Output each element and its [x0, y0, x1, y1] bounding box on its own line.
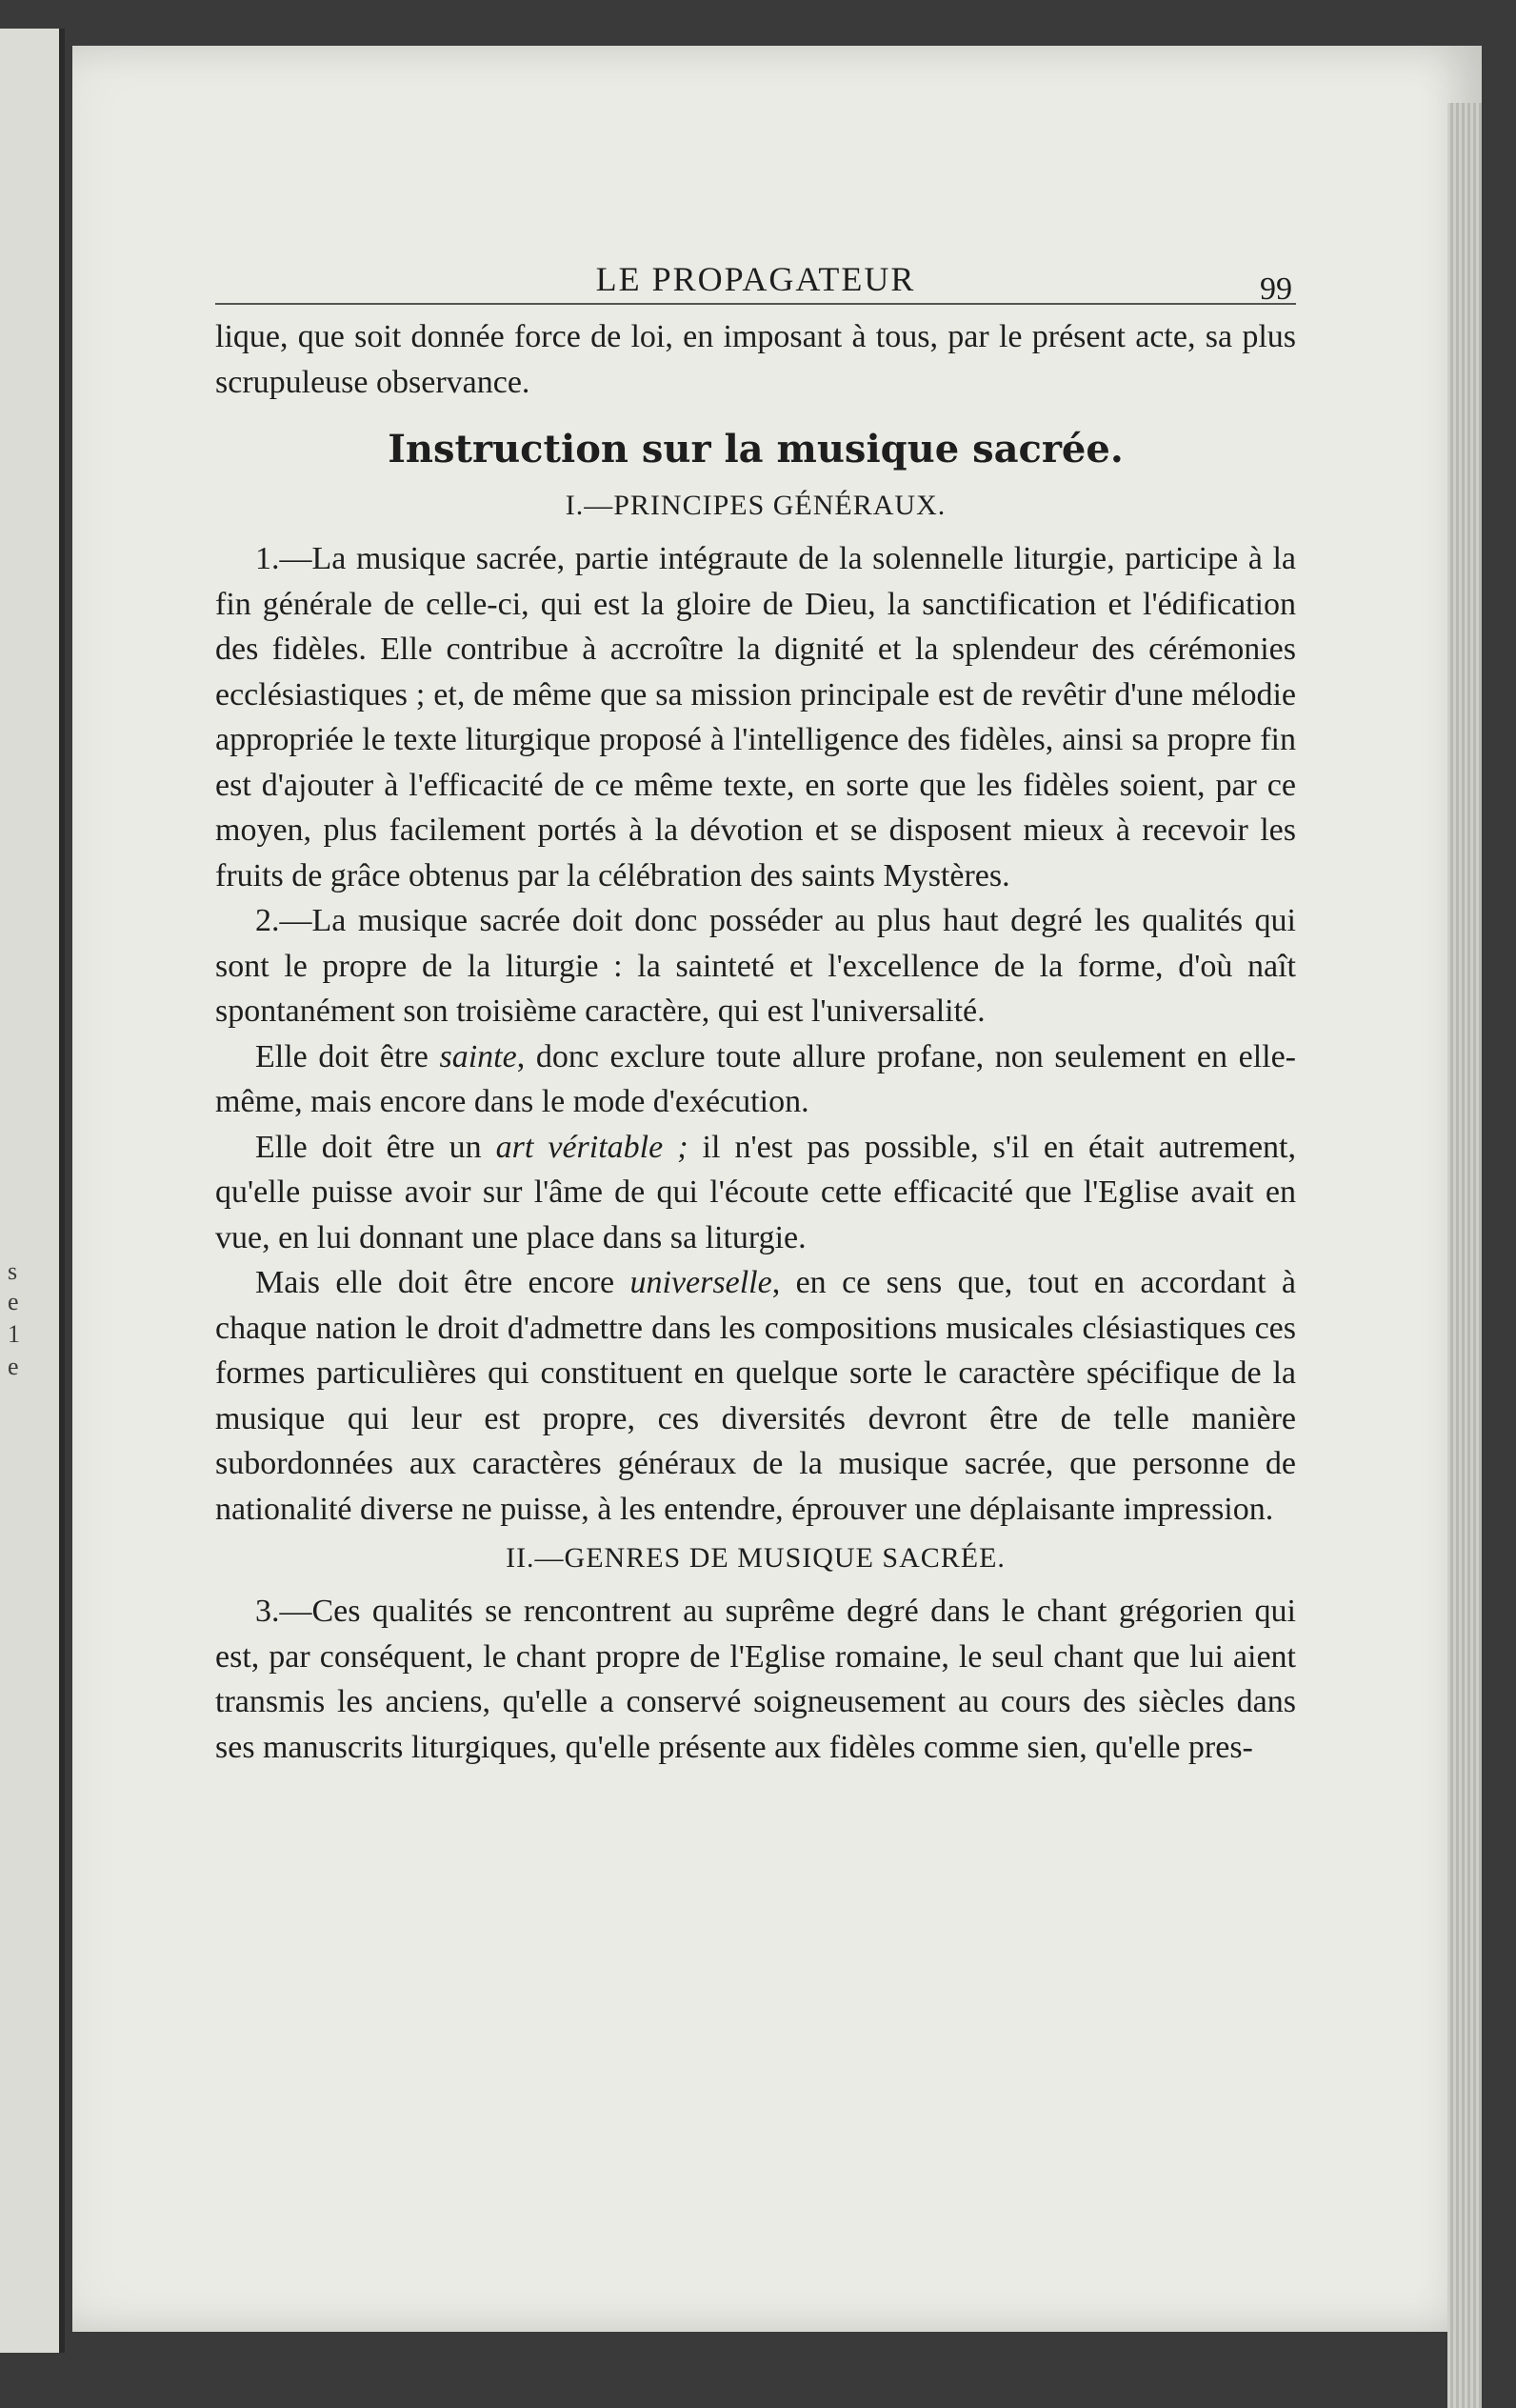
left-page-edge [0, 29, 65, 2353]
italic-term: art véritable ; [495, 1129, 688, 1165]
paragraph-text: Elle doit être un [255, 1129, 496, 1165]
italic-term: sainte [439, 1038, 517, 1074]
paragraph-1: 1.—La musique sacrée, partie intégraute de la solennelle liturgie, participe à la fin générale de celle-ci, qui est la gloire de Dieu, la sanctification et l'édification des fidèles. Elle contribue à accroître la dignité et la splendeur des cérémonies ecclésiastiques ; et, de même que sa mission principale est de revêtir d'une mélodie appropriée le texte liturgique proposé à l'intelligence des fidèles, ainsi sa propre fin est d'ajouter à l'efficacité de ce même texte, en sorte que les fidèles soient, par ce moyen, plus facilement portés à la dévotion et se disposent mieux à recevoir les fruits de grâce obtenus par la célébration des saints Mystères. [215, 541, 1296, 893]
section-heading: II.—GENRES DE MUSIQUE SACRÉE. [506, 1542, 1006, 1574]
text-block [215, 208, 1296, 1770]
left-page-fragment: e [8, 1288, 19, 1315]
paragraph-text: il n'est pas possible, s'il en était autrement, qu'elle puisse avoir sur l'âme de qui l'écoute cette efficacité que l'Eglise avait en vue, en lui donnant une place dans sa liturgie. [215, 1129, 1296, 1255]
paragraph-art [215, 1125, 1296, 1261]
paragraph-text: Elle doit être [255, 1038, 440, 1074]
paragraph-3: 3.—Ces qualités se rencontrent au suprême degré dans le chant grégorien qui est, par conséquent, le chant propre de l'Eglise romaine, le seul chant que lui aient transmis les anciens, qu'elle a conservé soigneusement au cours des siècles dans ses manuscrits liturgiques, qu'elle présente aux fidèles comme sien, qu'elle pres- [215, 1594, 1296, 1765]
running-header [215, 208, 1296, 305]
continuation-paragraph: lique, que soit donnée force de loi, en imposant à tous, par le présent acte, sa plus scrupuleuse observance. [215, 319, 1296, 400]
italic-term: universelle [629, 1265, 772, 1300]
page-stack-edge [1447, 103, 1482, 2408]
section-heading: I.—PRINCIPES GÉNÉRAUX. [565, 490, 947, 521]
paragraph-2: 2.—La musique sacrée doit donc posséder au plus haut degré les qualités qui sont le propre de la liturgie : la sainteté et l'excellence de la forme, d'où naît spontanément son troisième caractère, qui est l'universalité. [215, 903, 1296, 1029]
left-page-fragment: 1 [8, 1320, 20, 1348]
left-page-fragment: s [8, 1257, 18, 1285]
running-title: LE PROPAGATEUR [595, 260, 916, 298]
paragraph-text: , donc exclure toute allure profane, non seulement en elle-même, mais encore dans le mode d'exécution. [215, 1038, 1296, 1119]
book-page [72, 46, 1482, 2332]
paragraph-universelle [215, 1260, 1296, 1532]
instruction-title: Instruction sur la musique sacrée. [388, 427, 1124, 472]
left-page-fragment: e [8, 1353, 19, 1380]
page-number: 99 [1260, 271, 1292, 307]
paragraph-sainte [215, 1034, 1296, 1125]
paragraph-text: , en ce sens que, tout en accordant à chaque nation le droit d'admettre dans les compositions musicales clésiastiques ces formes particulières qui constituent en quelque sorte le caractère spécifique de la musique qui leur est propre, ces diversités devront être de telle manière subordonnées aux caractères généraux de la musique sacrée, que personne de nationalité diverse ne puisse, à les entendre, éprouver une déplaisante impression. [215, 1265, 1297, 1527]
paragraph-text: Mais elle doit être encore [255, 1265, 630, 1300]
